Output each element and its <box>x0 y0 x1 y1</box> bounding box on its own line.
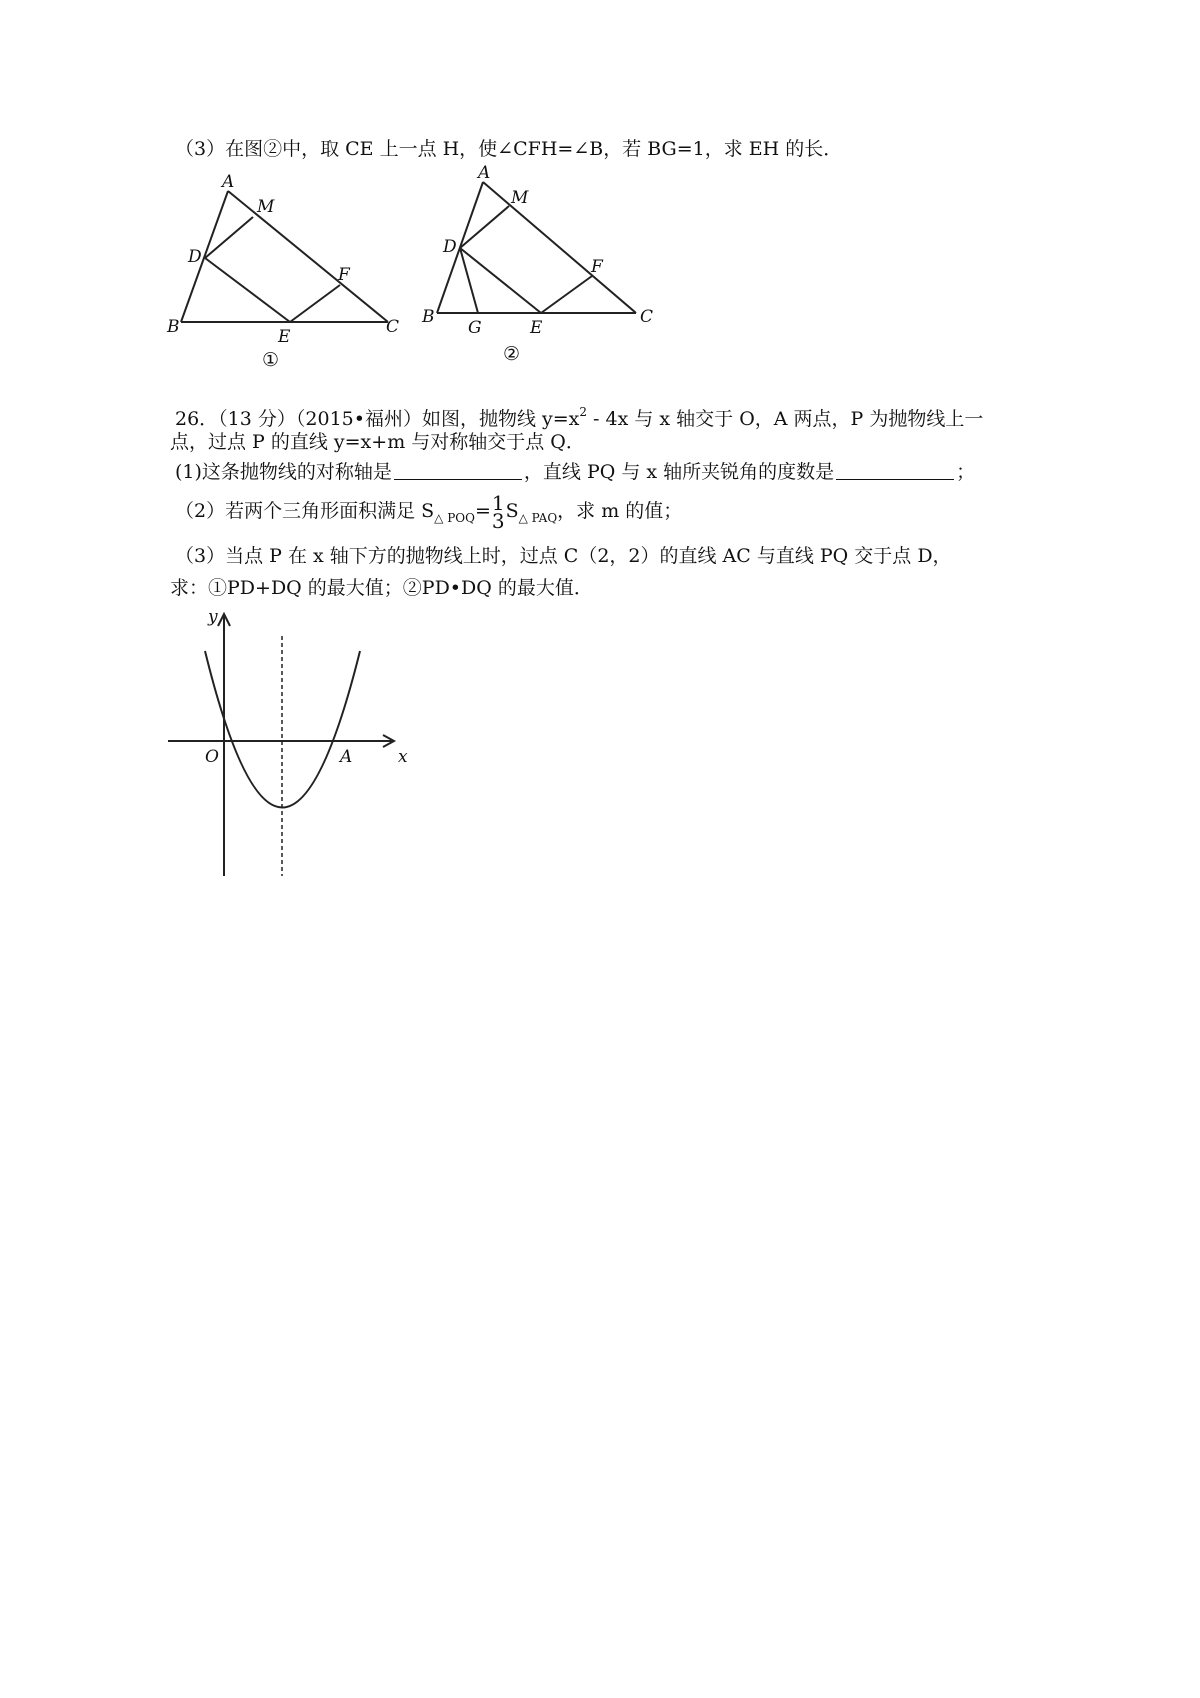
label-c: C <box>640 307 654 327</box>
q26-part3-line2: 求：①PD+DQ 的最大值；②PD•DQ 的最大值． <box>170 577 593 599</box>
q26-part2: （2）若两个三角形面积满足 $S_{\triangle POQ}=$ 1 3 $S_{\triangle PAQ}$，求 m 的值； <box>175 491 683 533</box>
y-axis-label: y <box>208 607 218 627</box>
figure-1-caption: ① <box>262 349 280 371</box>
label-b: B <box>167 317 180 337</box>
figure-1-triangle <box>160 168 420 373</box>
q26-line2: 点，过点 P 的直线 y=x+m 与对称轴交于点 Q． <box>170 431 585 453</box>
q26-part3-line1: （3）当点 P 在 x 轴下方的抛物线上时，过点 C（2，2）的直线 AC 与直线 PQ 交于点 D， <box>175 545 952 567</box>
figure-2-triangle <box>420 160 660 365</box>
origin-label: O <box>205 747 219 767</box>
label-d: D <box>443 237 457 257</box>
label-e: E <box>530 318 543 338</box>
fraction-one-third: 1 3 <box>491 491 505 533</box>
answer-blank-axis[interactable] <box>394 461 522 480</box>
label-a: A <box>222 172 235 192</box>
label-c: C <box>386 317 400 337</box>
q26-line1: 26．（13 分）（2015•福州）如图，抛物线 $y=x^2 - 4x$ 与 x 轴交于 O，A 两点，P 为抛物线上一 <box>175 405 984 430</box>
q26-part1: (1)这条抛物线的对称轴是 ，直线 PQ 与 x 轴所夹锐角的度数是 ； <box>175 461 976 483</box>
answer-blank-angle[interactable] <box>836 461 954 480</box>
label-g: G <box>468 318 482 338</box>
label-e: E <box>278 327 291 347</box>
label-m: M <box>257 197 275 217</box>
label-f: F <box>591 257 603 277</box>
problem-text: （3）在图②中，取 CE 上一点 H，使∠CFH=∠B，若 BG=1，求 EH 的长． <box>175 138 843 160</box>
label-a: A <box>478 163 491 183</box>
label-b: B <box>422 307 435 327</box>
parabola-graph <box>165 603 425 883</box>
x-axis-label: x <box>398 747 408 767</box>
point-a-label: A <box>340 747 353 767</box>
figure-2-caption: ② <box>503 343 521 365</box>
label-f: F <box>338 265 350 285</box>
label-d: D <box>188 247 202 267</box>
label-m: M <box>511 188 529 208</box>
